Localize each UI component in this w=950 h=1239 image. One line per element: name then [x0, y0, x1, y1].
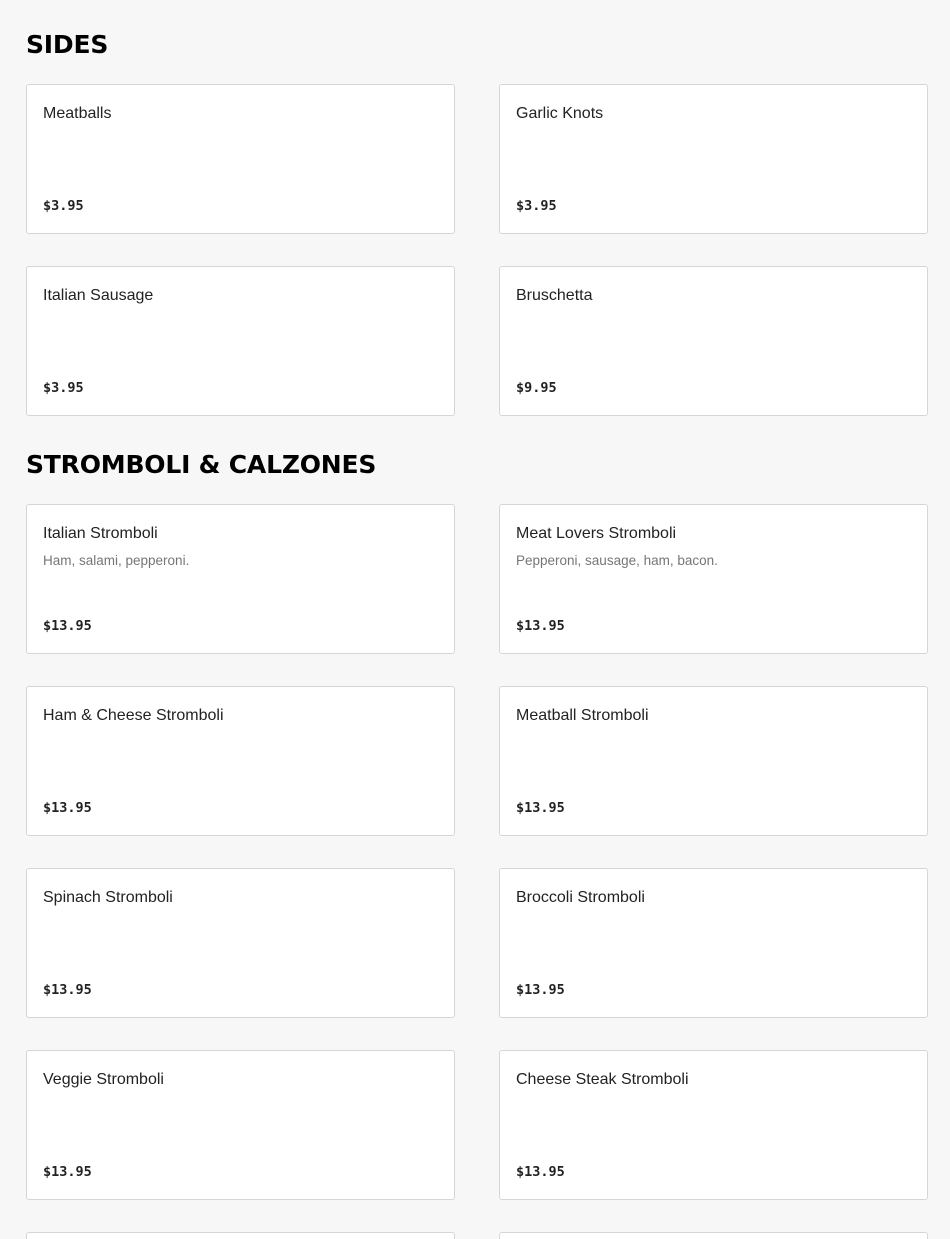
menu-item-name: Cheese Steak Stromboli — [516, 1071, 689, 1088]
menu-item-description: Ham, salami, pepperoni. — [43, 553, 190, 568]
menu-item-name: Meatballs — [43, 105, 112, 122]
menu-item-name: Bruschetta — [516, 287, 593, 304]
menu-item-card[interactable] — [499, 1232, 928, 1239]
menu-item-card[interactable] — [26, 868, 455, 1018]
menu-item-card[interactable] — [499, 266, 928, 416]
menu-item-price: $13.95 — [43, 1164, 92, 1180]
menu-item-name: Garlic Knots — [516, 105, 604, 122]
menu-item-card[interactable] — [26, 504, 455, 654]
menu-item-name: Meatball Stromboli — [516, 707, 649, 724]
menu-item-name: Ham & Cheese Stromboli — [43, 707, 224, 724]
menu-item-description: Pepperoni, sausage, ham, bacon. — [516, 553, 718, 568]
menu-item-name: Veggie Stromboli — [43, 1071, 164, 1088]
section-title-sides: SIDES — [26, 30, 109, 59]
menu-item-price: $13.95 — [43, 982, 92, 998]
section-title-stromboli-calzones: STROMBOLI & CALZONES — [26, 450, 377, 479]
menu-item-card[interactable] — [499, 1050, 928, 1200]
menu-item-card[interactable] — [26, 84, 455, 234]
menu-item-card[interactable] — [26, 1050, 455, 1200]
menu-item-name: Italian Sausage — [43, 287, 154, 304]
menu-item-price: $13.95 — [516, 618, 565, 634]
menu-item-price: $13.95 — [516, 1164, 565, 1180]
menu-item-card[interactable] — [26, 686, 455, 836]
menu-item-price: $13.95 — [43, 618, 92, 634]
menu-item-name: Meat Lovers Stromboli — [516, 525, 677, 542]
menu-item-card[interactable] — [499, 84, 928, 234]
menu-item-price: $13.95 — [516, 800, 565, 816]
menu-item-name: Spinach Stromboli — [43, 889, 173, 906]
menu-item-name: Italian Stromboli — [43, 525, 158, 542]
menu-item-card[interactable] — [26, 1232, 455, 1239]
menu-item-card[interactable] — [26, 266, 455, 416]
menu-item-card[interactable] — [499, 868, 928, 1018]
menu-item-price: $9.95 — [516, 380, 557, 396]
menu-item-card[interactable] — [499, 686, 928, 836]
menu-item-card[interactable] — [499, 504, 928, 654]
menu-item-price: $13.95 — [516, 982, 565, 998]
menu-item-name: Broccoli Stromboli — [516, 889, 645, 906]
menu-item-price: $3.95 — [516, 198, 557, 214]
menu-item-price: $3.95 — [43, 198, 84, 214]
menu-item-price: $13.95 — [43, 800, 92, 816]
menu-item-price: $3.95 — [43, 380, 84, 396]
